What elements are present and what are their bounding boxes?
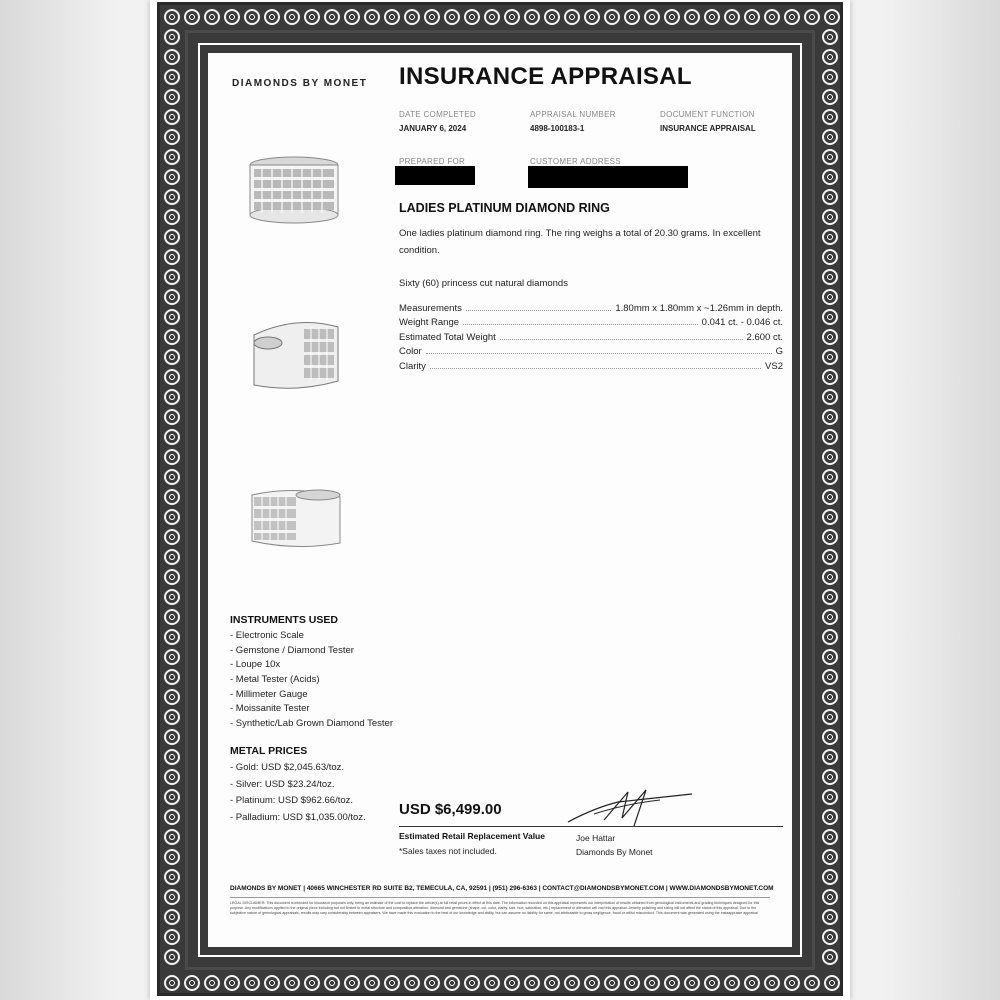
border-ring-ornament — [822, 709, 838, 725]
border-ring-ornament — [284, 975, 300, 991]
border-ring-ornament — [164, 769, 180, 785]
stone-summary: Sixty (60) princess cut natural diamonds — [399, 278, 568, 289]
spec-row — [399, 299, 783, 314]
brand-name: DIAMONDS BY MONET — [232, 78, 368, 89]
document-function-label: DOCUMENT FUNCTION — [660, 110, 755, 119]
border-ring-ornament — [804, 975, 820, 991]
spec-row — [399, 357, 783, 372]
footer-contact: DIAMONDS BY MONET | 40665 WINCHESTER RD SUITE B2, TEMECULA, CA, 92591 | (951) 296-6363 | CONTACT@DIAMONDSBYMONET.COM | WWW.DIAMONDSBYMONET.COM — [230, 885, 774, 892]
border-ring-ornament — [822, 349, 838, 365]
border-ring-ornament — [164, 829, 180, 845]
border-ring-ornament — [544, 9, 560, 25]
instruments-list — [230, 630, 393, 733]
spec-value: G — [775, 346, 783, 357]
spec-value: VS2 — [765, 360, 783, 372]
spec-label: Weight Range — [399, 317, 460, 328]
border-ring-ornament — [822, 229, 838, 245]
border-ring-ornament — [822, 469, 838, 485]
border-ring-ornament — [224, 975, 240, 991]
border-ring-ornament — [304, 975, 320, 991]
spec-value: 2.600 ct. — [746, 331, 783, 343]
ring-photo-side — [248, 315, 344, 395]
border-ring-ornament — [822, 169, 838, 185]
border-ring-ornament — [164, 909, 180, 925]
border-ring-ornament — [504, 9, 520, 25]
border-ring-ornament — [164, 229, 180, 245]
border-ring-ornament — [164, 29, 180, 45]
border-ring-ornament — [822, 29, 838, 45]
border-ring-ornament — [324, 975, 340, 991]
border-ring-ornament — [822, 489, 838, 505]
border-ring-ornament — [164, 929, 180, 945]
border-ring-ornament — [164, 849, 180, 865]
metal-prices-list — [230, 762, 366, 828]
border-ring-ornament — [824, 975, 840, 991]
border-ring-ornament — [504, 975, 520, 991]
border-ring-ornament — [822, 129, 838, 145]
border-ring-ornament — [822, 769, 838, 785]
border-ring-ornament — [324, 9, 340, 25]
date-label: DATE COMPLETED — [399, 110, 476, 119]
border-ornament-top — [162, 7, 842, 27]
border-ring-ornament — [822, 569, 838, 585]
spec-table — [399, 299, 783, 372]
border-ring-ornament — [464, 975, 480, 991]
legal-disclaimer: LEGAL DISCLAIMER: This document is intended for insurance purposes only, being an estimate of the cost to replace the article(s) at full retail prices in effect at this date. The information recorded on this appraisal represents our interpretation of results obtained from gemological instruments and grading techniques designed for this purpose. Any modifications applied to the original piece including but not limited to metal structure and composition alteration, diamond and gemstone (shape, cut, color, clarity, size, hue, saturation, etc.) replacement or alteration will void this appraisal. Jewelry polishing and sizing will not affect the status of this appraisal. Due to the subjective nature of gemological appraisals, results may vary considerably between appraisers. We have made this evaluation to the best of our knowledge and ability, but can assume no liability for same, not attributable to gross negligence, fraud or willful misconduct. This document was generated using the Instaappraise appraisal — [230, 901, 760, 916]
signature-line — [399, 826, 783, 827]
border-ring-ornament — [164, 549, 180, 565]
border-ring-ornament — [384, 9, 400, 25]
appraisal-number-value: 4898-100183-1 — [530, 124, 585, 133]
border-ring-ornament — [744, 975, 760, 991]
redacted-customer-name — [395, 166, 475, 185]
spec-label: Estimated Total Weight — [399, 331, 496, 343]
border-ring-ornament — [624, 9, 640, 25]
border-ring-ornament — [764, 975, 780, 991]
border-ring-ornament — [364, 975, 380, 991]
spec-row — [399, 314, 783, 329]
border-ring-ornament — [822, 329, 838, 345]
border-ring-ornament — [604, 975, 620, 991]
border-ring-ornament — [822, 449, 838, 465]
border-ring-ornament — [184, 9, 200, 25]
border-ring-ornament — [164, 889, 180, 905]
border-ring-ornament — [164, 589, 180, 605]
leader-dots — [426, 353, 772, 354]
border-ring-ornament — [164, 949, 180, 965]
border-ring-ornament — [344, 975, 360, 991]
border-ring-ornament — [164, 329, 180, 345]
spec-label: Clarity — [399, 360, 426, 372]
border-ring-ornament — [822, 389, 838, 405]
leader-dots — [500, 339, 743, 340]
border-ring-ornament — [164, 709, 180, 725]
border-ring-ornament — [822, 589, 838, 605]
border-ring-ornament — [824, 9, 840, 25]
border-ring-ornament — [164, 789, 180, 805]
instruments-heading: INSTRUMENTS USED — [230, 614, 338, 626]
spec-label: Color — [399, 346, 422, 357]
border-ring-ornament — [564, 9, 580, 25]
leader-dots — [463, 324, 698, 325]
border-ring-ornament — [164, 9, 180, 25]
border-ring-ornament — [164, 349, 180, 365]
border-ring-ornament — [264, 9, 280, 25]
border-ring-ornament — [822, 409, 838, 425]
date-value: JANUARY 6, 2024 — [399, 124, 467, 133]
border-ring-ornament — [204, 975, 220, 991]
border-ring-ornament — [364, 9, 380, 25]
border-ring-ornament — [664, 975, 680, 991]
list-item: - Electronic Scale — [230, 630, 304, 641]
border-ring-ornament — [724, 975, 740, 991]
signer — [576, 831, 653, 859]
border-ring-ornament — [584, 975, 600, 991]
border-ring-ornament — [822, 949, 838, 965]
border-ring-ornament — [822, 549, 838, 565]
border-ring-ornament — [822, 269, 838, 285]
border-ring-ornament — [304, 9, 320, 25]
border-ring-ornament — [164, 489, 180, 505]
border-ring-ornament — [704, 9, 720, 25]
border-ring-ornament — [164, 69, 180, 85]
list-item: - Gold: USD $2,045.63/toz. — [230, 762, 345, 773]
leader-dots — [430, 368, 761, 369]
item-description: One ladies platinum diamond ring. The ring weighs a total of 20.30 grams. In excellent condition. — [399, 228, 761, 256]
border-ring-ornament — [822, 509, 838, 525]
border-ring-ornament — [704, 975, 720, 991]
border-ring-ornament — [404, 9, 420, 25]
border-ring-ornament — [822, 829, 838, 845]
border-ring-ornament — [804, 9, 820, 25]
document-title: INSURANCE APPRAISAL — [399, 63, 692, 90]
border-ring-ornament — [164, 389, 180, 405]
border-ring-ornament — [544, 975, 560, 991]
border-ring-ornament — [822, 529, 838, 545]
border-ring-ornament — [524, 975, 540, 991]
border-ring-ornament — [284, 9, 300, 25]
footer-divider — [230, 897, 770, 898]
border-ring-ornament — [164, 309, 180, 325]
customer-address-label: CUSTOMER ADDRESS — [530, 157, 621, 166]
appraised-value: USD $6,499.00 — [399, 801, 502, 818]
border-ring-ornament — [724, 9, 740, 25]
border-ring-ornament — [822, 69, 838, 85]
border-ring-ornament — [822, 689, 838, 705]
border-ring-ornament — [164, 509, 180, 525]
spec-label: Measurements — [399, 302, 462, 314]
border-ring-ornament — [164, 729, 180, 745]
border-ring-ornament — [822, 789, 838, 805]
border-ornament-bottom — [162, 973, 842, 993]
prepared-for-label: PREPARED FOR — [399, 157, 466, 166]
border-ring-ornament — [624, 975, 640, 991]
border-ring-ornament — [744, 9, 760, 25]
border-ring-ornament — [184, 975, 200, 991]
border-ring-ornament — [264, 975, 280, 991]
list-item: - Metal Tester (Acids) — [230, 674, 320, 686]
border-ring-ornament — [822, 749, 838, 765]
border-ring-ornament — [822, 729, 838, 745]
border-ring-ornament — [822, 209, 838, 225]
list-item: - Moissanite Tester — [230, 703, 310, 715]
border-ring-ornament — [164, 209, 180, 225]
border-ring-ornament — [784, 9, 800, 25]
border-ring-ornament — [822, 369, 838, 385]
border-ring-ornament — [822, 869, 838, 885]
border-ring-ornament — [684, 975, 700, 991]
list-item: - Millimeter Gauge — [230, 688, 308, 700]
list-item: - Palladium: USD $1,035.00/toz. — [230, 811, 366, 823]
spec-row — [399, 343, 783, 358]
border-ring-ornament — [822, 189, 838, 205]
border-ring-ornament — [822, 629, 838, 645]
border-ring-ornament — [204, 9, 220, 25]
border-ornament-left — [162, 27, 182, 967]
border-ring-ornament — [164, 629, 180, 645]
item-title: LADIES PLATINUM DIAMOND RING — [399, 201, 610, 215]
spec-value: 1.80mm x 1.80mm x ~1.26mm in depth. — [615, 302, 783, 314]
border-ring-ornament — [784, 975, 800, 991]
border-ring-ornament — [424, 9, 440, 25]
border-ring-ornament — [164, 149, 180, 165]
list-item: - Gemstone / Diamond Tester — [230, 644, 354, 656]
appraisal-content — [208, 53, 792, 947]
border-ring-ornament — [164, 169, 180, 185]
border-ring-ornament — [164, 609, 180, 625]
ring-photo-angle — [248, 483, 344, 553]
border-ring-ornament — [822, 929, 838, 945]
border-ring-ornament — [822, 849, 838, 865]
border-ring-ornament — [822, 609, 838, 625]
border-ring-ornament — [822, 289, 838, 305]
list-item: - Synthetic/Lab Grown Diamond Tester — [230, 718, 393, 730]
border-ring-ornament — [444, 975, 460, 991]
tax-note: *Sales taxes not included. — [399, 846, 497, 856]
border-ornament-right — [820, 27, 840, 967]
border-ring-ornament — [164, 649, 180, 665]
border-ring-ornament — [164, 529, 180, 545]
border-ring-ornament — [164, 369, 180, 385]
border-ring-ornament — [164, 109, 180, 125]
border-ring-ornament — [164, 869, 180, 885]
border-ring-ornament — [164, 289, 180, 305]
appraisal-number-label: APPRAISAL NUMBER — [530, 110, 616, 119]
border-ring-ornament — [444, 9, 460, 25]
list-item: - Platinum: USD $962.66/toz. — [230, 795, 354, 806]
document-function-value: INSURANCE APPRAISAL — [660, 124, 756, 133]
signature — [564, 786, 694, 828]
border-ring-ornament — [164, 469, 180, 485]
border-ring-ornament — [524, 9, 540, 25]
list-item: - Silver: USD $23.24/toz. — [230, 778, 335, 790]
spec-row — [399, 328, 783, 343]
border-ring-ornament — [822, 89, 838, 105]
border-ring-ornament — [384, 975, 400, 991]
border-ring-ornament — [484, 975, 500, 991]
border-ring-ornament — [644, 975, 660, 991]
border-ring-ornament — [164, 975, 180, 991]
border-ring-ornament — [664, 9, 680, 25]
border-ring-ornament — [164, 269, 180, 285]
border-ring-ornament — [822, 249, 838, 265]
border-ring-ornament — [604, 9, 620, 25]
metal-prices-heading: METAL PRICES — [230, 745, 308, 757]
border-ring-ornament — [822, 909, 838, 925]
border-ring-ornament — [164, 409, 180, 425]
spec-value: 0.041 ct. - 0.046 ct. — [701, 317, 783, 328]
border-ring-ornament — [224, 9, 240, 25]
border-ring-ornament — [344, 9, 360, 25]
border-ring-ornament — [164, 429, 180, 445]
border-ring-ornament — [164, 189, 180, 205]
border-ring-ornament — [164, 49, 180, 65]
border-ring-ornament — [164, 449, 180, 465]
border-ring-ornament — [822, 309, 838, 325]
border-ring-ornament — [822, 49, 838, 65]
border-ring-ornament — [822, 809, 838, 825]
border-ring-ornament — [164, 669, 180, 685]
border-ring-ornament — [404, 975, 420, 991]
border-ring-ornament — [822, 889, 838, 905]
border-ring-ornament — [822, 429, 838, 445]
border-ring-ornament — [164, 249, 180, 265]
border-ring-ornament — [822, 149, 838, 165]
border-ring-ornament — [164, 689, 180, 705]
border-ring-ornament — [584, 9, 600, 25]
border-ring-ornament — [164, 89, 180, 105]
border-ring-ornament — [764, 9, 780, 25]
leader-dots — [466, 310, 612, 311]
list-item: - Loupe 10x — [230, 659, 281, 671]
border-ring-ornament — [464, 9, 480, 25]
border-ring-ornament — [644, 9, 660, 25]
border-ring-ornament — [164, 809, 180, 825]
border-ring-ornament — [822, 109, 838, 125]
signer-company: Diamonds By Monet — [576, 847, 653, 857]
border-ring-ornament — [424, 975, 440, 991]
border-ring-ornament — [684, 9, 700, 25]
value-label: Estimated Retail Replacement Value — [399, 831, 545, 841]
border-ring-ornament — [822, 649, 838, 665]
ring-photo-front — [246, 153, 342, 225]
border-ring-ornament — [164, 129, 180, 145]
border-ring-ornament — [164, 569, 180, 585]
border-ring-ornament — [564, 975, 580, 991]
border-ring-ornament — [484, 9, 500, 25]
signer-name: Joe Hattar — [576, 833, 616, 843]
border-ring-ornament — [822, 669, 838, 685]
redacted-customer-address — [528, 166, 688, 188]
border-ring-ornament — [244, 9, 260, 25]
border-ring-ornament — [244, 975, 260, 991]
border-ring-ornament — [164, 749, 180, 765]
